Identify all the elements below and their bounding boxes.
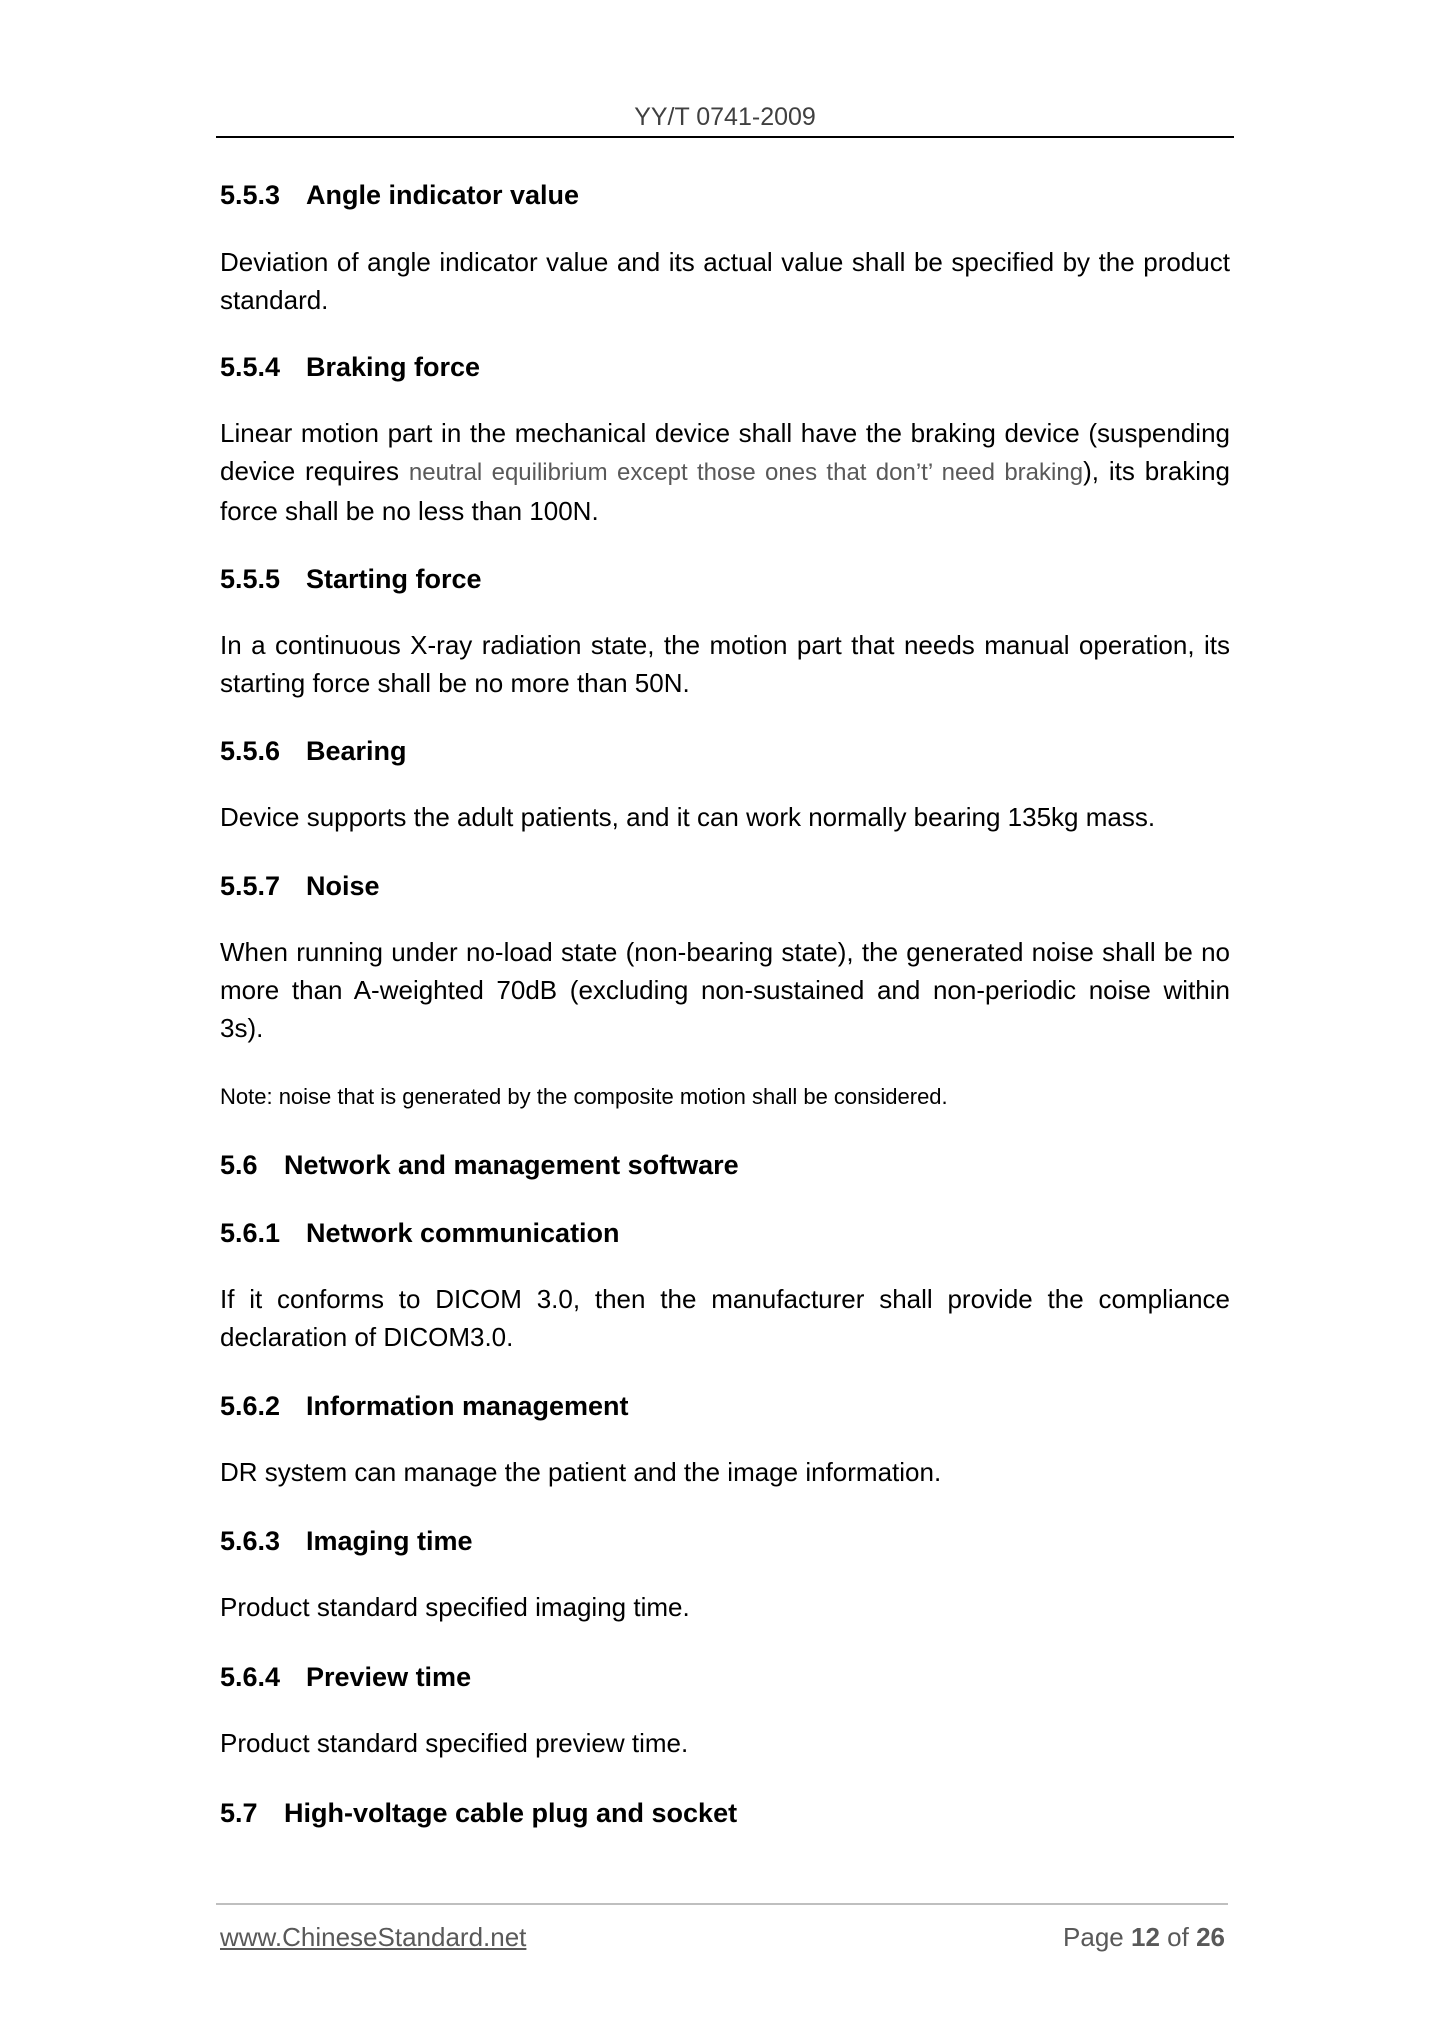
section-heading-5-5-4: [220, 350, 480, 384]
website-link[interactable]: www.ChineseStandard.net: [220, 1922, 527, 1952]
section-heading-5-6-4: [220, 1660, 471, 1694]
page-total: 26: [1196, 1922, 1225, 1952]
section-heading-5-5-6: [220, 734, 407, 768]
section-number: 5.5.4: [220, 352, 281, 382]
paragraph-text: Linear motion part in the mechanical device shall have the braking device (suspending device requires: [220, 418, 1230, 486]
section-title: Starting force: [306, 564, 482, 594]
section-number: 5.6.2: [220, 1391, 281, 1421]
section-number: 5.6: [220, 1150, 258, 1180]
paragraph-5-5-6: Device supports the adult patients, and it can work normally bearing 135kg mass.: [220, 802, 1156, 832]
section-title: Preview time: [306, 1662, 472, 1692]
section-heading-5-6-2: [220, 1389, 629, 1423]
section-title: Bearing: [306, 736, 407, 766]
paragraph-5-6-2: DR system can manage the patient and the image information.: [220, 1457, 942, 1487]
section-number: 5.7: [220, 1798, 258, 1828]
section-heading-5-6-1: [220, 1216, 620, 1250]
section-heading-5-5-5: [220, 562, 482, 596]
page-prefix: Page: [1063, 1922, 1124, 1952]
page-indicator: [1063, 1922, 1225, 1953]
section-title: High-voltage cable plug and socket: [284, 1798, 738, 1828]
section-heading-5-5-3: [220, 178, 579, 212]
section-number: 5.5.7: [220, 871, 281, 901]
section-title: Network and management software: [284, 1150, 739, 1180]
section-title: Noise: [306, 871, 380, 901]
section-number: 5.6.3: [220, 1526, 281, 1556]
section-heading-5-6: [220, 1148, 739, 1182]
section-number: 5.6.1: [220, 1218, 281, 1248]
section-title: Network communication: [306, 1218, 620, 1248]
paragraph-5-5-7: When running under no-load state (non-bearing state), the generated noise shall be no more than A-weighted 70dB (excluding non-sustained and non-periodic noise within 3s).: [220, 937, 1230, 1043]
section-title: Information management: [306, 1391, 629, 1421]
paragraph-5-5-5: In a continuous X-ray radiation state, the motion part that needs manual operation, its starting force shall be no more than 50N.: [220, 630, 1230, 698]
muted-text: neutral equilibrium except those ones that don’t’ need braking: [408, 459, 1084, 486]
paragraph-5-5-4: [220, 414, 1230, 530]
section-title: Angle indicator value: [306, 180, 580, 210]
document-header: YY/T 0741-2009: [634, 103, 816, 131]
paragraph-text: ), its braking force shall be no less than 100N.: [220, 456, 1230, 526]
note: Note: noise that is generated by the composite motion shall be considered.: [220, 1084, 948, 1109]
section-title: Braking force: [306, 352, 481, 382]
header-divider: [216, 136, 1234, 138]
section-number: 5.6.4: [220, 1662, 281, 1692]
section-title: Imaging time: [306, 1526, 473, 1556]
section-number: 5.5.6: [220, 736, 281, 766]
paragraph-5-5-3: Deviation of angle indicator value and its actual value shall be specified by the product standard.: [220, 247, 1230, 315]
section-number: 5.5.5: [220, 564, 281, 594]
section-heading-5-7: [220, 1796, 737, 1830]
paragraph-5-6-1: If it conforms to DICOM 3.0, then the manufacturer shall provide the compliance declaration of DICOM3.0.: [220, 1284, 1230, 1352]
section-heading-5-5-7: [220, 869, 380, 903]
page-current: 12: [1131, 1922, 1160, 1952]
footer-divider: [216, 1903, 1228, 1905]
section-number: 5.5.3: [220, 180, 281, 210]
paragraph-5-6-3: Product standard specified imaging time.: [220, 1592, 690, 1622]
section-heading-5-6-3: [220, 1524, 473, 1558]
paragraph-5-6-4: Product standard specified preview time.: [220, 1728, 689, 1758]
page-of: of: [1167, 1922, 1189, 1952]
